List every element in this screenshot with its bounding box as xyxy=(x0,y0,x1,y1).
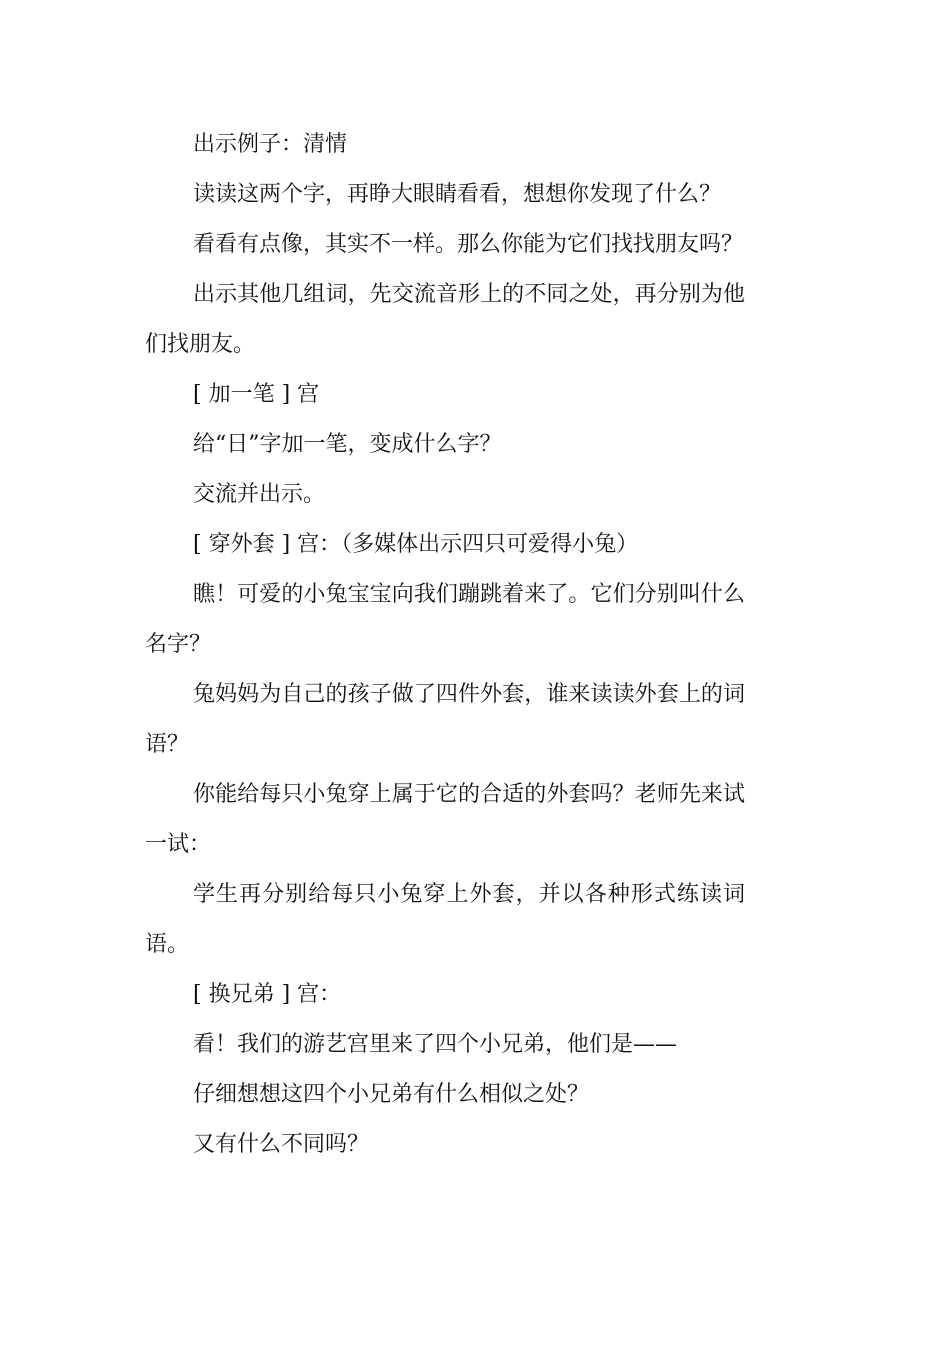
paragraph-read-two-chars: 读读这两个字，再睁大眼睛看看，想想你发现了什么？ xyxy=(193,182,722,207)
paragraph-coat-heading: [ 穿外套 ] 宫：（多媒体出示四只可爱得小兔） xyxy=(193,532,639,557)
paragraph-other-groups: 出示其他几组词，先交流音形上的不同之处，再分别为他们找朋友。 xyxy=(145,282,745,357)
paragraph-differences: 又有什么不同吗？ xyxy=(193,1132,370,1157)
paragraph-similarities: 仔细想想这四个小兄弟有什么相似之处？ xyxy=(193,1082,590,1107)
paragraph-add-stroke-question: 给“日”字加一笔，变成什么字？ xyxy=(193,432,502,457)
paragraph-exchange: 交流并出示。 xyxy=(193,482,326,507)
paragraph-teacher-tries: 你能给每只小兔穿上属于它的合适的外套吗？老师先来试一试： xyxy=(145,782,745,857)
paragraph-add-stroke-heading: [ 加一笔 ] 宫 xyxy=(193,382,320,407)
document-body xyxy=(145,120,745,1170)
paragraph-brothers-heading: [ 换兄弟 ] 宫： xyxy=(193,982,342,1007)
paragraph-mother-rabbit: 兔妈妈为自己的孩子做了四件外套，谁来读读外套上的词语？ xyxy=(145,682,745,757)
paragraph-rabbits-coming: 瞧！可爱的小兔宝宝向我们蹦跳着来了。它们分别叫什么名字？ xyxy=(145,582,745,657)
paragraph-four-brothers: 看！我们的游艺宫里来了四个小兄弟，他们是—— xyxy=(193,1032,678,1057)
paragraph-find-friends: 看看有点像，其实不一样。那么你能为它们找找朋友吗？ xyxy=(193,232,744,257)
paragraph-example: 出示例子：清情 xyxy=(193,132,348,157)
paragraph-students-practice: 学生再分别给每只小兔穿上外套，并以各种形式练读词语。 xyxy=(145,882,745,957)
